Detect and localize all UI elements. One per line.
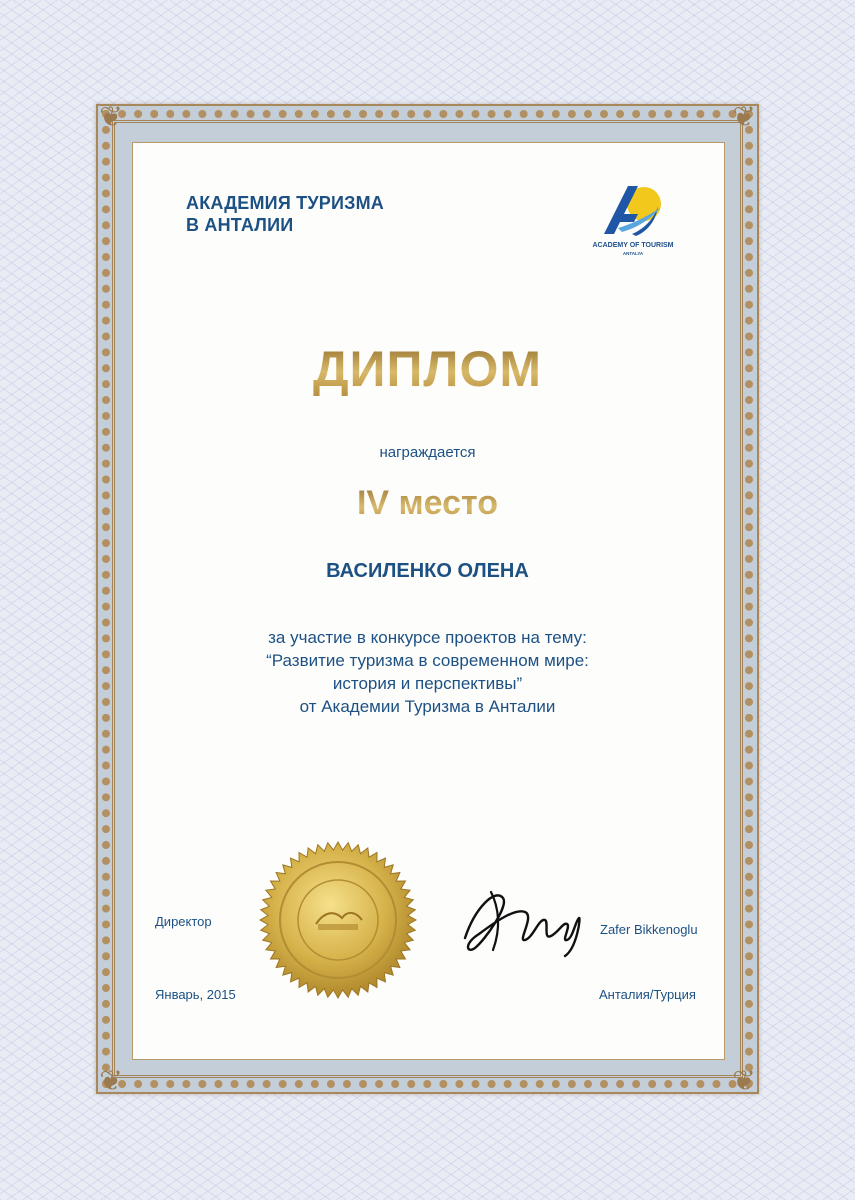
- place-award: IV место: [0, 484, 855, 523]
- signature-icon: [455, 878, 595, 958]
- issue-date: Январь, 2015: [155, 987, 236, 1002]
- organization-line-2: В АНТАЛИИ: [186, 215, 294, 235]
- recipient-name: ВАСИЛЕНКО ОЛЕНА: [326, 560, 529, 582]
- description-line: за участие в конкурсе проектов на тему:: [268, 628, 587, 647]
- director-label: Директор: [155, 914, 212, 929]
- description-line: от Академии Туризма в Анталии: [299, 697, 556, 716]
- organization-line-1: АКАДЕМИЯ ТУРИЗМА: [186, 193, 384, 213]
- signer-name: Zafer Bikkenoglu: [600, 922, 698, 937]
- description-line: “Развитие туризма в современном мире:: [266, 651, 589, 670]
- diploma-title: ДИПЛОМ: [0, 340, 855, 398]
- logo-text: ACADEMY OF TOURISM: [592, 242, 674, 249]
- academy-logo-icon: [598, 180, 668, 240]
- award-description: [0, 626, 855, 718]
- corner-ornament-icon: ❦: [99, 1065, 123, 1096]
- logo-subtext: ANTALYA: [622, 251, 644, 256]
- gold-seal-icon: [258, 840, 418, 1000]
- description-line: история и перспективы”: [332, 674, 523, 693]
- organization-name: [186, 192, 384, 236]
- corner-ornament-icon: ❦: [732, 1065, 756, 1096]
- corner-ornament-icon: ❦: [732, 101, 756, 132]
- academy-logo: [588, 180, 678, 260]
- corner-ornament-icon: ❦: [99, 101, 123, 132]
- awarded-text: награждается: [379, 444, 476, 461]
- issue-location: Анталия/Турция: [599, 987, 696, 1002]
